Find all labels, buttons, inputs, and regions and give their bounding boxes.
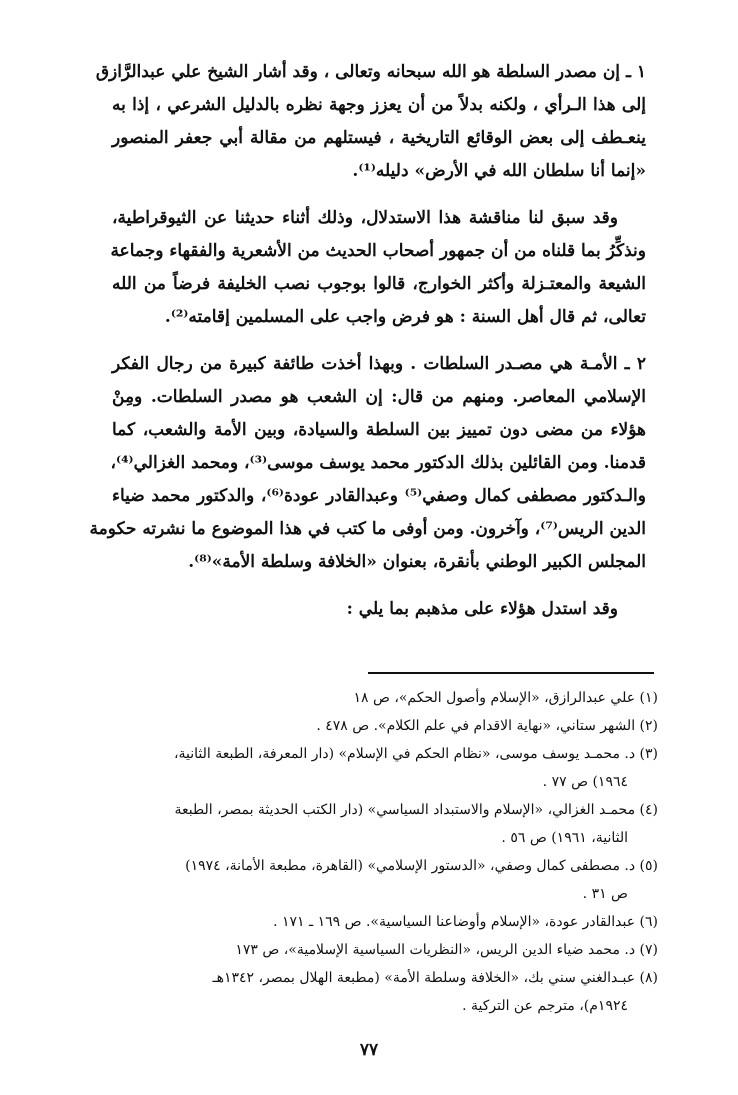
text-line: ينعـطف إلى بعض الوقائع التاريخية ، فيستلهم من مقالة أبي جعفر المنصور [112, 128, 646, 148]
text-line: إلى هذا الـرأي ، ولكنه بدلاً من أن يعزز وجهة نظره بالدليل الشرعي ، إذا به [112, 95, 646, 115]
paragraph-4 [112, 593, 646, 626]
footnote-8 [112, 964, 658, 1020]
footnote-6 [112, 908, 658, 936]
footnote-line: (٢) الشهر ستاني، «نهاية الاقدام في علم الكلام». ص ٤٧٨ . [316, 718, 658, 734]
footnote-line: ١٩٦٤) ص ٧٧ . [542, 774, 628, 790]
text-line: وقد استدل هؤلاء على مذهبم بما يلي : [346, 599, 618, 619]
footnote-1 [112, 684, 658, 712]
paragraph-2 [112, 202, 646, 334]
paragraph-1 [95, 56, 646, 188]
text-line: ٢ ـ الأمـة هي مصـدر السلطات . وبهذا أخذت طائفة كبيرة من رجال الفكر [112, 354, 646, 374]
text-line: الشيعة والمعتـزلة وأكثر الخوارج، قالوا بوجوب نصب الخليفة فرضاً من الله [112, 274, 646, 294]
footnote-divider [368, 672, 654, 674]
footnote-line: (٥) د. مصطفى كمال وصفي، «الدستور الإسلامي» (القاهرة، مطبعة الأمانة، ١٩٧٤) [185, 858, 658, 874]
footnote-7 [112, 936, 658, 964]
footnote-2 [112, 712, 658, 740]
text-line: الدين الريس⁽⁷⁾، وآخرون. ومن أوفى ما كتب في هذا الموضوع ما نشرته حكومة [89, 519, 646, 539]
text-line: وقد سبق لنا مناقشة هذا الاستدلال، وذلك أثناء حديثنا عن الثيوقراطية، [112, 208, 618, 228]
footnote-3 [112, 740, 658, 796]
text-line: هؤلاء من مضى دون تمييز بين السلطة والسيادة، وبين الأمة والشعب، كما [112, 420, 646, 440]
footnote-line: (١) علي عبدالرازق، «الإسلام وأصول الحكم»، ص ١٨ [353, 690, 658, 706]
footnote-line: (٧) د. محمد ضياء الدين الريس، «النظريات السياسية الإسلامية»، ص ١٧٣ [235, 942, 658, 958]
footnotes [112, 684, 658, 1020]
text-line: الإسلامي المعاصر. ومنهم من قال: إن الشعب هو مصدر السلطات. ومِنْ [112, 387, 646, 407]
text-line: ونذكِّرُ بما قلناه من أن جمهور أصحاب الحديث من الأشعرية والفقهاء وجماعة [110, 241, 646, 261]
footnote-line: ١٩٢٤م)، مترجم عن التركية . [462, 998, 628, 1014]
footnote-5 [112, 852, 658, 908]
text-line: «إنما أنا سلطان الله في الأرض» دليله⁽¹⁾. [352, 161, 646, 181]
text-line: قدمنا. ومن القائلين بذلك الدكتور محمد يوسف موسى⁽³⁾، ومحمد الغزالي⁽⁴⁾، [110, 453, 646, 473]
footnote-line: (٤) محمـد الغزالي، «الإسلام والاستبداد السياسي» (دار الكتب الحديثة بمصر، الطبعة [174, 802, 658, 818]
footnote-4 [112, 796, 658, 852]
footnote-line: (٨) عبـدالغني سني بك، «الخلافة وسلطة الأمة» (مطبعة الهلال بمصر، ١٣٤٢هـ [212, 970, 658, 986]
footnote-line: ص ٣١ . [582, 886, 628, 902]
text-line: ١ ـ إن مصدر السلطة هو الله سبحانه وتعالى ، وقد أشار الشيخ علي عبدالرَّازق [95, 62, 646, 82]
footnote-line: (٣) د. محمـد يوسف موسى، «نظام الحكم في الإسلام» (دار المعرفة، الطبعة الثانية، [173, 746, 658, 762]
footnote-line: (٦) عبدالقادر عودة، «الإسلام وأوضاعنا السياسية». ص ١٦٩ ـ ١٧١ . [273, 914, 658, 930]
page-number: ٧٧ [359, 1040, 379, 1060]
text-line: والـدكتور مصطفى كمال وصفي⁽⁵⁾ وعبدالقادر عودة⁽⁶⁾، والدكتور محمد ضياء [112, 486, 646, 506]
paragraph-3 [89, 348, 646, 579]
text-line: تعالى، ثم قال أهل السنة : هو فرض واجب على المسلمين إقامته⁽²⁾. [164, 307, 646, 327]
footnote-line: الثانية، ١٩٦١) ص ٥٦ . [501, 830, 628, 846]
text-line: المجلس الكبير الوطني بأنقرة، بعنوان «الخلافة وسلطة الأمة»⁽⁸⁾. [188, 552, 646, 572]
main-text [89, 56, 646, 640]
